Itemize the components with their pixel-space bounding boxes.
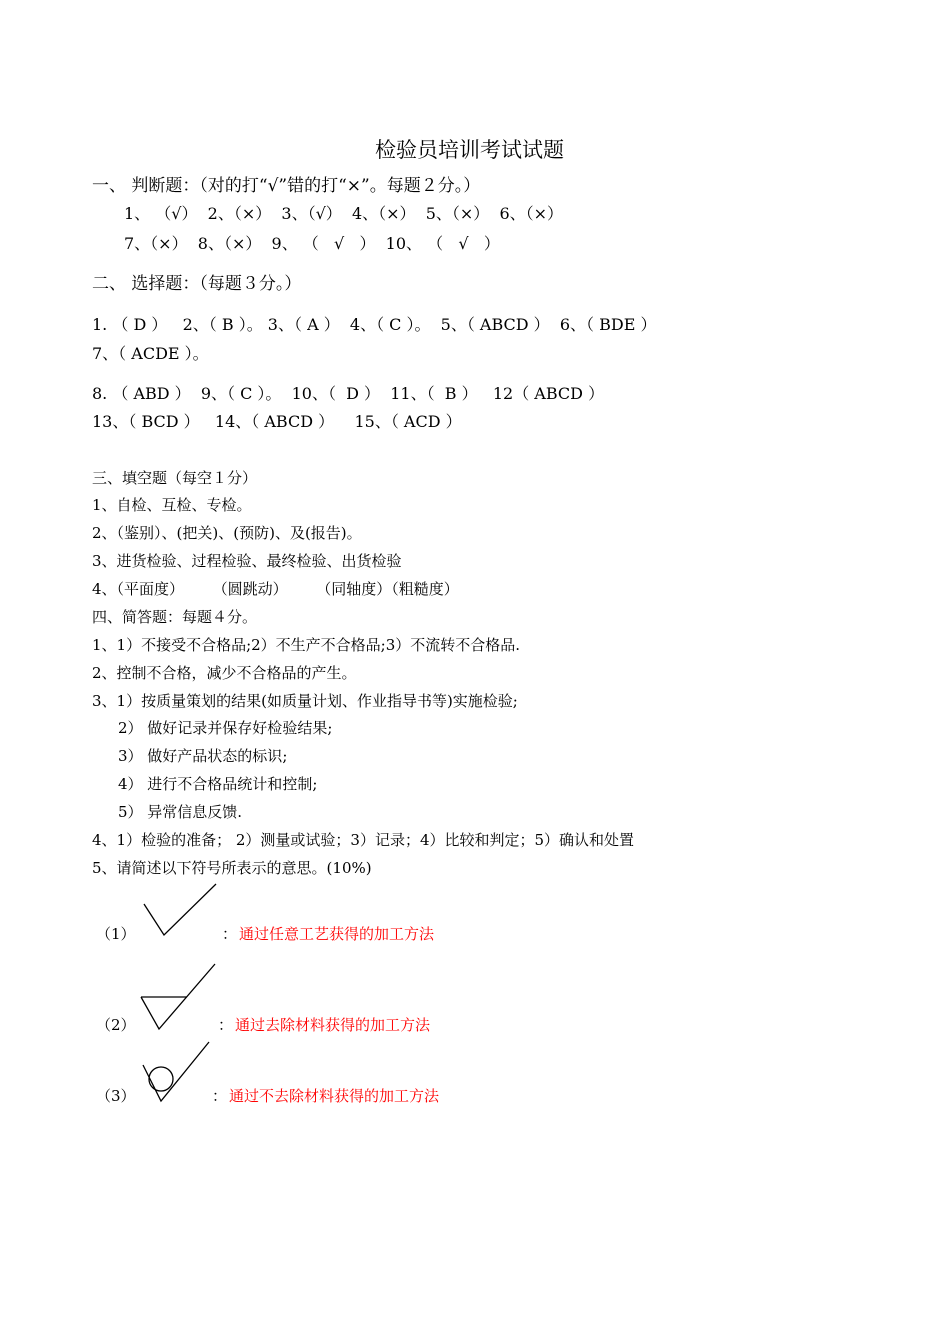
section4-answer-3-item2: 2） 做好记录并保存好检验结果;	[118, 719, 333, 737]
symbol-1-colon: ：	[222, 925, 238, 943]
section2-answers-row4: 13、（ BCD ） 14、（ ABCD ） 15、（ ACD ）	[92, 412, 462, 431]
section1-answers-row2: 7、（×） 8、（×） 9、 （ √ ） 10、 （ √ ）	[124, 234, 500, 253]
section1-heading: 一、 判断题：（对的打“√”错的打“×”。每题２分。）	[92, 176, 481, 196]
section2-answers-row1: 1. （ D ） 2、（ B ）。 3、（ A ） 4、（ C ）。 5、（ ABCD ） 6、（ BDE ）	[92, 315, 657, 334]
symbol-2-label: （2）	[96, 1016, 136, 1034]
section4-answer-4: 4、1）检验的准备； 2）测量或试验；3）记录；4）比较和判定；5）确认和处置	[92, 831, 635, 849]
section4-answer-3-item4: 4） 进行不合格品统计和控制;	[118, 775, 318, 793]
surface-finish-any-process-icon	[140, 882, 220, 942]
symbol-3-answer: 通过不去除材料获得的加工方法	[229, 1087, 440, 1105]
section3-answer-3: 3、进货检验、过程检验、最终检验、出货检验	[92, 552, 402, 570]
section4-answer-1: 1、1）不接受不合格品;2）不生产不合格品;3）不流转不合格品.	[92, 636, 521, 654]
section3-answer-1: 1、自检、互检、专检。	[92, 496, 252, 514]
section4-answer-3-item5: 5） 异常信息反馈.	[118, 803, 243, 821]
symbol-3-colon: ：	[212, 1087, 228, 1105]
section4-answer-3-item3: 3） 做好产品状态的标识;	[118, 747, 288, 765]
section4-answer-3-item1: 3、1）按质量策划的结果(如质量计划、作业指导书等)实施检验;	[92, 692, 518, 710]
symbol-2-colon: ：	[218, 1016, 234, 1034]
section3-answer-2: 2、（鉴别）、(把关)、(预防)、及(报告)。	[92, 524, 362, 542]
section3-answer-4: 4、（平面度） （圆跳动） （同轴度）（粗糙度）	[92, 580, 459, 598]
section4-answer-2: 2、控制不合格，减少不合格品的产生。	[92, 664, 357, 682]
section2-heading: 二、 选择题：（每题３分。）	[92, 274, 302, 294]
symbol-3-label: （3）	[96, 1087, 136, 1105]
section3-heading: 三、填空题（每空１分）	[92, 469, 258, 487]
page-title: 检验员培训考试试题	[375, 138, 564, 162]
section4-question-5: 5、请简述以下符号所表示的意思。(10%)	[92, 859, 372, 877]
section1-answers-row1: 1、 （√） 2、（×） 3、（√） 4、（×） 5、（×） 6、（×）	[124, 204, 564, 223]
symbol-1-answer: 通过任意工艺获得的加工方法	[239, 925, 435, 943]
surface-finish-no-material-removal-icon	[140, 1040, 212, 1106]
symbol-2-answer: 通过去除材料获得的加工方法	[235, 1016, 431, 1034]
section2-answers-row2: 7、（ ACDE ）。	[92, 344, 209, 363]
surface-finish-material-removal-icon	[138, 962, 218, 1032]
symbol-1-label: （1）	[96, 925, 136, 943]
section2-answers-row3: 8. （ ABD ） 9、（ C ）。 10、（ D ） 11、（ B ） 12（ ABCD ）	[92, 384, 605, 403]
section4-heading: 四、简答题：每题４分。	[92, 608, 258, 626]
